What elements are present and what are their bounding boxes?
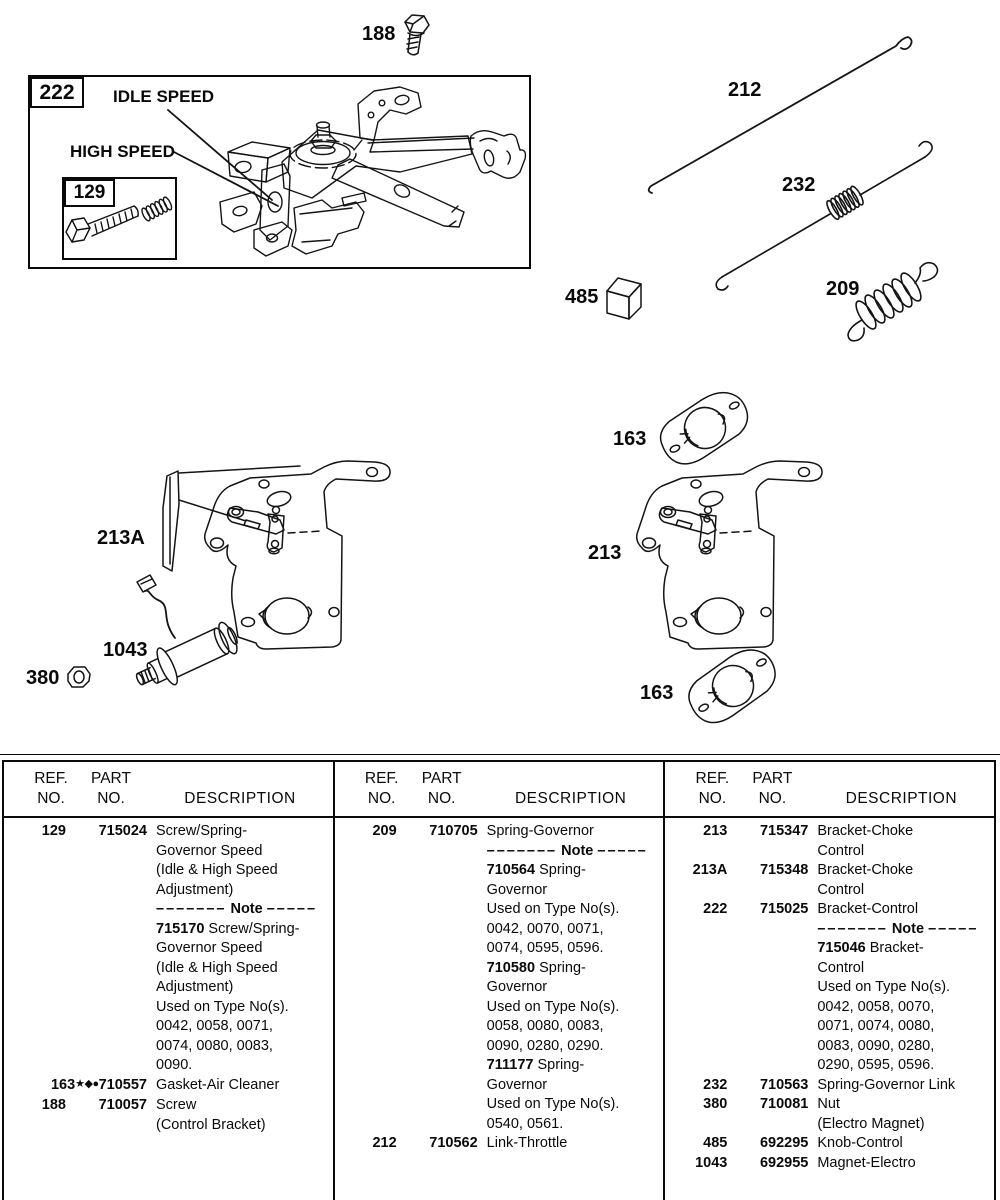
description-line: 0083, 0090, 0280, [817,1037,935,1054]
callout-213a: 213A [97,527,145,549]
note-line [817,920,991,940]
part-no-cell: 710081 [759,1096,809,1112]
inline-part-no: 711177 [486,1057,534,1073]
description-line: 715170 Screw/Spring- [156,920,300,937]
parts-table-column-2 [335,762,666,1200]
ref-no-cell: 485 [703,1135,728,1151]
table-rows [665,818,994,1173]
ref-no-cell: 380 [703,1096,728,1112]
callout-idle-speed: IDLE SPEED [113,87,215,106]
magnet-1043-illustration [129,575,243,698]
ref-no-cell: 232 [703,1076,728,1093]
description-line: Adjustment) [156,881,234,898]
part-no-cell: 715024 [98,823,147,839]
description-line: (Idle & High Speed [156,862,278,878]
description-line: 0042, 0058, 0070, [817,998,935,1015]
part-header-line1: PART [91,770,131,787]
description-line: 0042, 0058, 0071, [156,1018,273,1034]
bracket-213a-illustration [163,461,390,649]
description-line: Gasket-Air Cleaner [156,1076,280,1093]
description-line: Governor [486,881,548,898]
parts-table [2,760,996,1200]
description-line: Governor Speed [156,940,263,956]
callout-129-label: 129 [73,182,106,203]
description-cell [808,1076,991,1096]
description-line: Governor Speed [156,842,263,859]
callout-129-box [64,179,115,207]
ref-no-cell: 1043 [695,1154,728,1171]
knob-485-illustration [607,278,641,319]
governor-spring-209-illustration [848,263,938,341]
callout-213: 213 [588,542,622,564]
ref-no-value: 163 [50,1076,76,1093]
parts-table-column-1 [4,762,335,1200]
part-no-header [735,769,809,809]
ref-header-line1: REF. [695,770,730,787]
callout-485: 485 [565,286,599,308]
description-header: DESCRIPTION [845,790,958,807]
table-rows [4,818,333,1135]
description-line: 0090. [156,1057,193,1073]
ref-no-cell: 129 [41,823,66,839]
note-word: Note [557,842,598,859]
bracket-213-illustration [637,461,822,649]
ref-header-line2: NO. [37,790,65,807]
callout-163-top: 163 [613,428,647,450]
part-no-cell: 710563 [759,1076,809,1093]
description-line: 715046 Bracket- [817,940,924,956]
description-line: Governor [486,1076,548,1093]
description-line: 0074, 0080, 0083, [156,1037,273,1054]
part-header-line1: PART [752,770,793,787]
note-dashes-left: ––––––– [156,901,227,917]
description-line: 0090, 0280, 0290. [486,1037,604,1054]
callout-high-speed: HIGH SPEED [70,142,175,161]
ref-header-line2: NO. [698,790,727,807]
callout-222-box [30,77,84,108]
throttle-link-212-illustration [649,37,912,196]
table-row [665,1134,991,1154]
description-line: 0290, 0595, 0596. [817,1057,935,1073]
gasket-163-top-illustration [652,384,758,472]
ref-no-cell: 212 [372,1135,397,1151]
table-row [335,822,661,1134]
note-dashes-left: ––––––– [486,842,558,859]
description-line: Used on Type No(s). [817,979,951,995]
description-line: Used on Type No(s). [486,901,620,917]
description-cell [808,822,991,861]
description-cell [478,822,661,1134]
description-line: Governor [486,979,548,995]
callout-222-label: 222 [39,80,75,104]
description-line: Used on Type No(s). [486,1096,620,1112]
description-cell [147,822,330,1076]
description-line: 710580 Spring- [486,959,586,976]
description-header: DESCRIPTION [184,790,296,807]
description-cell [147,1076,330,1096]
description-line: 0540, 0561. [486,1115,564,1132]
description-line: Bracket-Choke [817,823,914,839]
gasket-163-bottom-illustration [679,641,785,731]
inline-part-no: 710580 [486,959,536,976]
note-line [487,842,661,862]
note-dashes-right: ––––– [266,901,318,917]
part-no-cell: 715348 [759,862,809,878]
inline-part-no: 715046 [817,940,866,956]
description-line: 710564 Spring- [486,862,586,878]
description-line: Used on Type No(s). [156,998,289,1015]
note-word: Note [887,920,929,937]
description-cell [478,1134,661,1154]
description-line: Screw/Spring- [156,823,248,839]
part-no-cell: 715025 [759,901,809,917]
ref-no-cell: 213 [703,823,728,839]
ref-header-line1: REF. [34,770,68,787]
description-line: 0058, 0080, 0083, [486,1018,604,1034]
callout-212: 212 [728,79,762,101]
description-line: Control [817,959,865,976]
description-line: Screw [156,1097,197,1113]
part-no-cell: 715347 [759,823,809,839]
callout-209: 209 [826,278,860,300]
callout-232: 232 [782,174,816,196]
description-line: Knob-Control [817,1135,903,1151]
table-top-rule [0,754,1000,755]
table-row [665,1154,991,1174]
description-line: Control [817,842,865,859]
ref-no-cell: 188 [41,1097,66,1113]
description-line: 711177 Spring- [486,1057,585,1073]
description-line: Magnet-Electro [817,1154,916,1171]
part-header-line2: NO. [97,790,125,807]
part-no-cell: 710705 [429,823,478,839]
part-no-header [405,769,479,809]
description-line: Used on Type No(s). [486,998,620,1015]
description-cell [808,1095,991,1134]
description-line: (Idle & High Speed [156,959,278,976]
nut-380-illustration [68,667,90,687]
table-row [665,861,991,900]
description-cell [808,1134,991,1154]
part-no-cell: 692295 [759,1135,809,1151]
description-cell [808,900,991,1076]
inline-part-no: 715170 [156,920,205,937]
description-line: Nut [817,1096,840,1112]
note-line [156,900,330,920]
part-header-line2: NO. [758,790,787,807]
callout-163-bottom: 163 [640,682,674,704]
part-no-header [74,769,148,809]
part-no-cell: 710562 [429,1135,478,1151]
table-rows [335,818,664,1154]
description-cell [808,1154,991,1174]
part-no-cell: 692955 [759,1154,809,1171]
description-cell [808,861,991,900]
part-no-cell: 710057 [98,1097,147,1113]
description-line: Bracket-Choke [817,862,914,878]
screw-188-illustration [405,15,429,55]
description-line: Link-Throttle [486,1135,568,1151]
table-row [665,822,991,861]
note-dashes-right: ––––– [928,920,979,937]
table-row [665,1095,991,1134]
part-header-line1: PART [421,770,462,787]
description-line: 0071, 0074, 0080, [817,1018,935,1034]
description-line: (Electro Magnet) [817,1115,925,1132]
callout-188: 188 [362,23,396,45]
table-row [665,900,991,1076]
ref-no-cell: 222 [703,901,728,917]
part-no-value: 710557 [98,1076,147,1093]
table-row [335,1134,661,1154]
part-header-line2: NO. [427,790,456,807]
ref-part-merged-cell [4,1076,147,1097]
note-word: Note [226,901,267,917]
description-header: DESCRIPTION [514,790,627,807]
description-line: Spring-Governor [486,823,594,839]
callout-380: 380 [26,667,60,689]
table-row [665,1076,991,1096]
description-line: 0074, 0595, 0596. [486,940,604,956]
description-line: Control [817,881,865,898]
ref-no-cell: 209 [372,823,397,839]
table-row [4,1076,330,1097]
callout-1043: 1043 [103,639,148,661]
ref-header-line1: REF. [364,770,399,787]
ref-no-cell: 213A [692,862,728,878]
table-header [335,762,664,818]
description-line: 0042, 0070, 0071, [486,920,604,937]
parts-table-column-3 [665,762,994,1200]
table-header [4,762,333,818]
table-row [4,1096,330,1135]
link-spring-232-illustration [716,142,932,290]
description-line: (Control Bracket) [156,1116,266,1133]
footnote-symbols: ★◆● [75,1078,99,1090]
note-dashes-right: ––––– [597,842,648,859]
description-line: Adjustment) [156,979,234,995]
inline-part-no: 710564 [486,862,536,878]
description-line: Bracket-Control [817,901,919,917]
table-header [665,762,994,818]
table-row [4,822,330,1076]
ref-header-line2: NO. [367,790,396,807]
note-dashes-left: ––––––– [817,920,888,937]
description-cell [147,1096,330,1135]
description-line: Spring-Governor Link [817,1076,956,1093]
